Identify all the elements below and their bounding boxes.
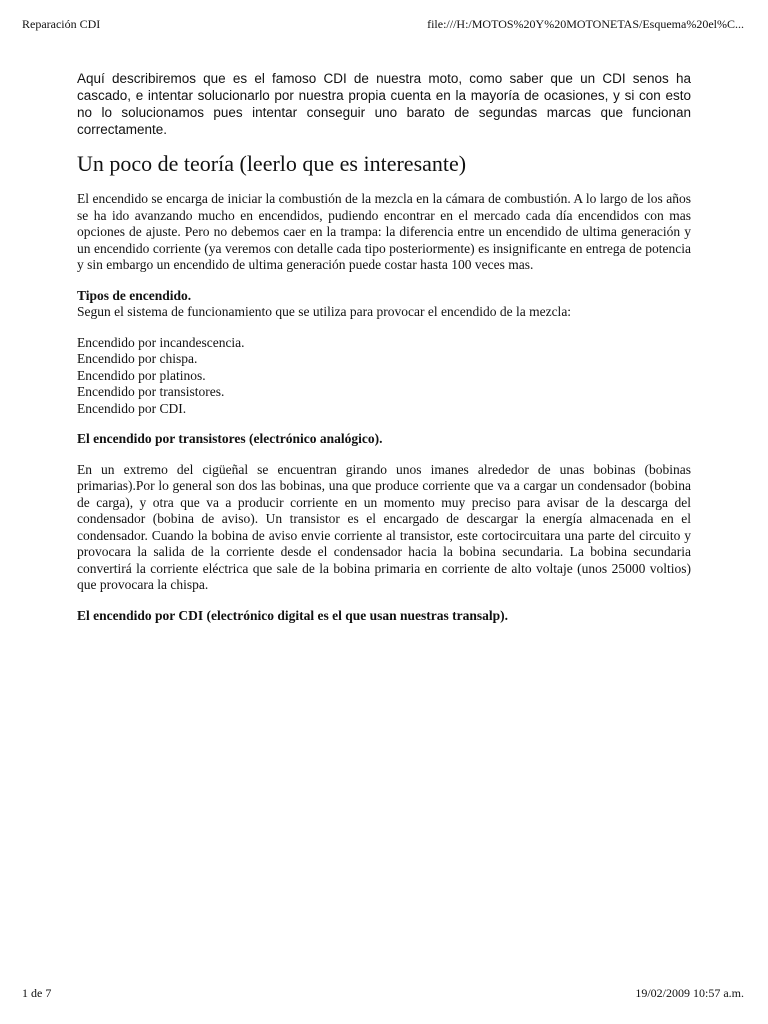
- transistor-section-title: El encendido por transistores (electrónico analógico).: [77, 431, 383, 446]
- page-number: 1 de 7: [22, 986, 52, 1000]
- page-header-url: file:///H:/MOTOS%20Y%20MOTONETAS/Esquema%20el%C...: [427, 17, 744, 31]
- page-header-title: Reparación CDI: [22, 17, 101, 31]
- intro-paragraph: Aquí describiremos que es el famoso CDI de nuestra moto, como saber que un CDI senos ha cascado, e intentar solucionarlo por nuestra propia cuenta en la mayoría de ocasiones, y si con esto no lo solucionamos pues intentar conseguir uno barato de segundas marcas que funcionan correctamente.: [77, 71, 691, 137]
- section-heading: Un poco de teoría (leerlo que es interesante): [77, 151, 467, 176]
- types-title: Tipos de encendido.: [77, 287, 192, 303]
- types-list-item: Encendido por platinos.: [77, 367, 206, 383]
- types-list-item: Encendido por transistores.: [77, 384, 225, 399]
- print-datetime: 19/02/2009 10:57 a.m.: [635, 986, 744, 1000]
- transistor-paragraph: En un extremo del cigüeñal se encuentran girando unos imanes alrededor de unas bobinas (bobinas primarias).Por lo general son dos las bobinas, una que produce corriente que va a cargar un condensador (bobina de carga), y otra que va a producir corriente en un momento muy preciso para avisar de la descarga del condensador (bobina de aviso). Un transistor es el encargado de descargar la energía almacenada en el condensador. Cuando la bobina de aviso envie corriente al transistor, este cortocircuitara una parte del circuito y provocara la salida de la corriente desde el condensador hacia la bobina secundaria. La bobina secundaria convertirá la corriente eléctrica que sale de la bobina primaria en corriente de alto voltaje (unos 25000 voltios) que provocara la chispa.: [77, 461, 691, 592]
- types-list-item: Encendido por CDI.: [77, 400, 187, 416]
- types-list-item: Encendido por chispa.: [77, 351, 198, 366]
- theory-paragraph: El encendido se encarga de iniciar la combustión de la mezcla en la cámara de combustión. A lo largo de los años se ha ido avanzando mucho en encendidos, pudiendo encontrar en el mercado cada día encendidos con mas opciones de ajuste. Pero no debemos caer en la trampa: la diferencia entre un encendido de ultima generación y un encendido corriente (ya veremos con detalle cada tipo posteriormente) es insignificante en entrega de potencia y sin embargo un encendido de ultima generación puede costar hasta 100 veces mas.: [77, 191, 691, 272]
- document-content: [77, 70, 691, 638]
- types-intro: Segun el sistema de funcionamiento que se utiliza para provocar el encendido de la mezcla:: [77, 304, 572, 319]
- types-list-item: Encendido por incandescencia.: [77, 334, 245, 350]
- types-list: [77, 335, 691, 418]
- cdi-section-title: El encendido por CDI (electrónico digital es el que usan nuestras transalp).: [77, 607, 509, 623]
